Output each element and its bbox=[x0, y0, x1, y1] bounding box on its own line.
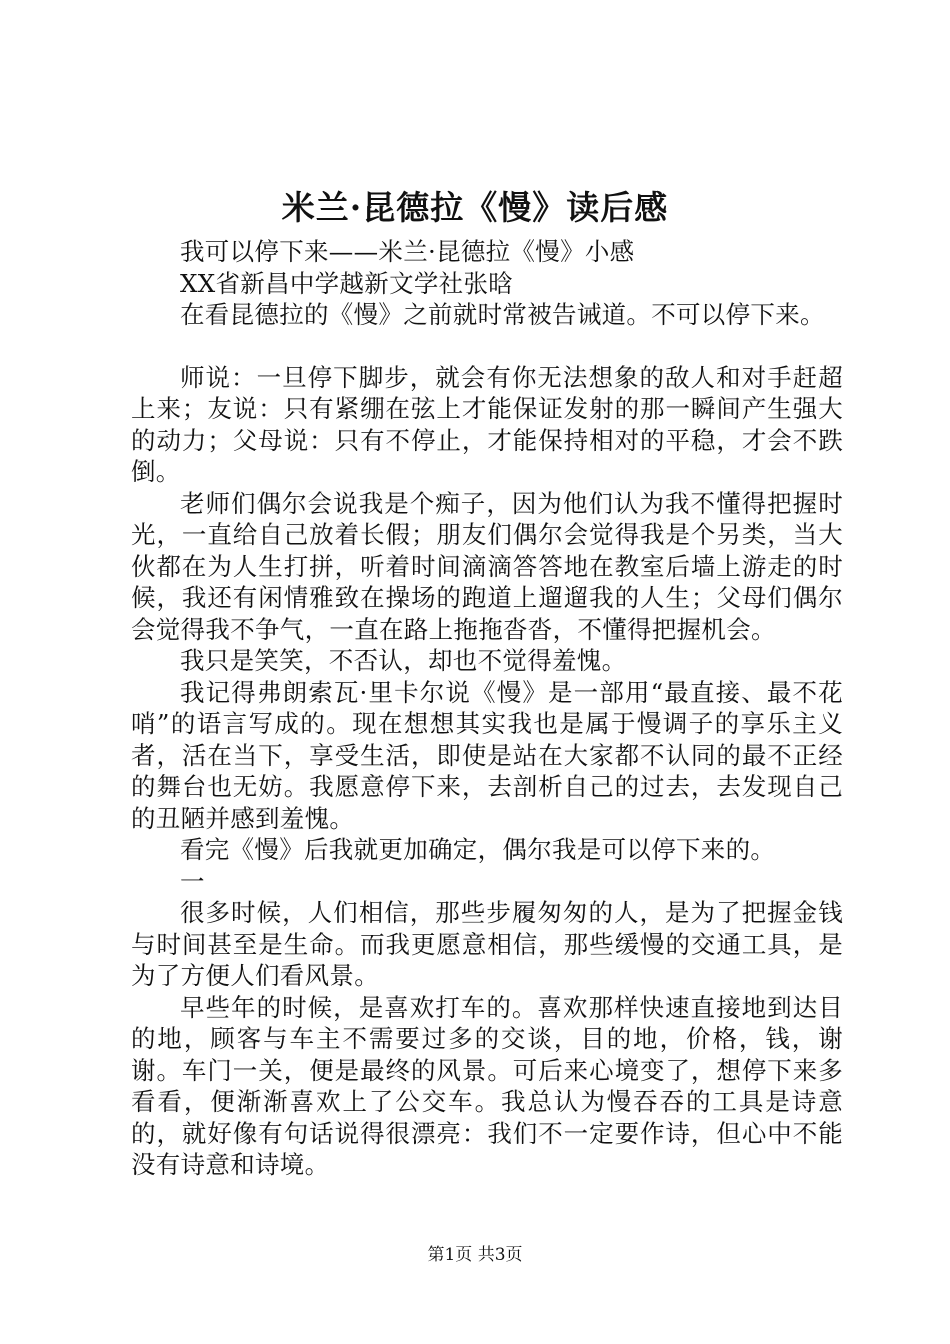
paragraph: 我记得弗朗索瓦·里卡尔说《慢》是一部用“最直接、最不花哨”的语言写成的。现在想想其实我也是属于慢调子的享乐主义者，活在当下，享受生活，即使是站在大家都不认同的最不正经的舞台也无妨。我愿意停下来，去剖析自己的过去，去发现自己的丑陋并感到羞愧。 bbox=[131, 677, 843, 833]
paragraph: 老师们偶尔会说我是个痴子，因为他们认为我不懂得把握时光，一直给自己放着长假；朋友们偶尔会觉得我是个另类，当大伙都在为人生打拼，听着时间滴滴答答地在教室后墙上游走的时候，我还有闲情雅致在操场的跑道上遛遛我的人生；父母们偶尔会觉得我不争气，一直在路上拖拖沓沓，不懂得把握机会。 bbox=[131, 488, 843, 644]
paragraph: 我只是笑笑，不否认，却也不觉得羞愧。 bbox=[180, 646, 627, 675]
paragraph: 早些年的时候，是喜欢打车的。喜欢那样快速直接地到达目的地，顾客与车主不需要过多的交谈，目的地，价格，钱，谢谢。车门一关，便是最终的风景。可后来心境变了，想停下来多看看，便渐渐喜欢上了公交车。我总认为慢吞吞的工具是诗意的，就好像有句话说得很漂亮：我们不一定要作诗，但心中不能没有诗意和诗境。 bbox=[131, 992, 843, 1179]
document-body bbox=[131, 236, 843, 1181]
paragraph: 在看昆德拉的《慢》之前就时常被告诫道。不可以停下来。 bbox=[180, 300, 825, 329]
paragraph: 很多时候，人们相信，那些步履匆匆的人，是为了把握金钱与时间甚至是生命。而我更愿意相信，那些缓慢的交通工具，是为了方便人们看风景。 bbox=[131, 898, 843, 990]
paragraph-author: XX省新昌中学越新文学社张晗 bbox=[180, 268, 514, 298]
paragraph: 师说：一旦停下脚步，就会有你无法想象的敌人和对手赶超上来；友说：只有紧绷在弦上才能保证发射的那一瞬间产生强大的动力；父母说：只有不停止，才能保持相对的平稳，才会不跌倒。 bbox=[131, 362, 843, 486]
paragraph-subtitle: 我可以停下来——米兰·昆德拉《慢》小感 bbox=[180, 237, 635, 266]
section-marker: 一 bbox=[180, 866, 205, 896]
page-footer: 第1页 共3页 bbox=[427, 1245, 523, 1265]
page-title: 米兰·昆德拉《慢》读后感 bbox=[281, 188, 669, 227]
paragraph: 看完《慢》后我就更加确定，偶尔我是可以停下来的。 bbox=[180, 835, 776, 864]
